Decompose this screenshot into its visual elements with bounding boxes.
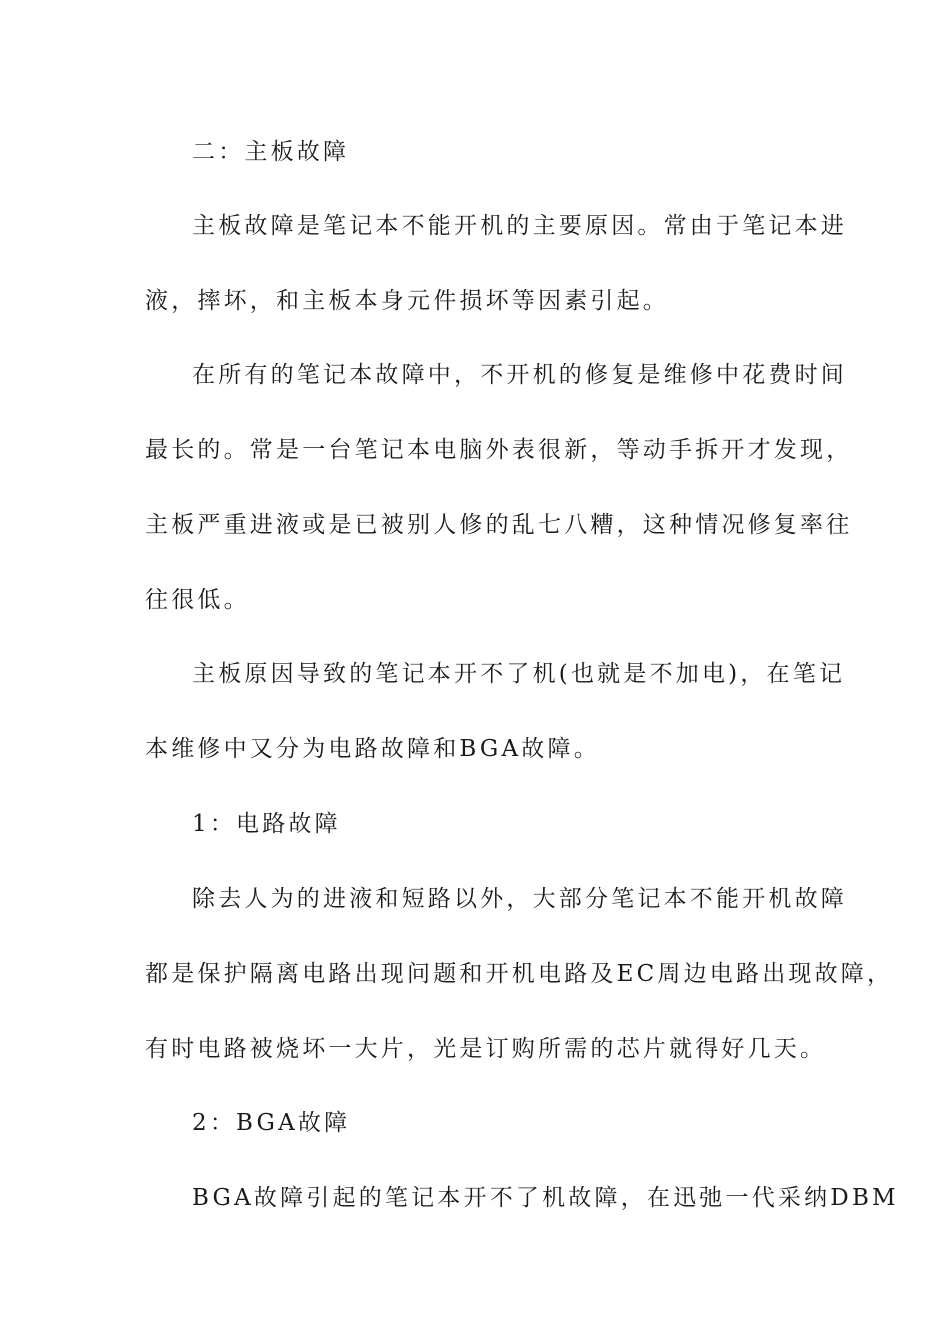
paragraph-line: 液，摔坏，和主板本身元件损坏等因素引起。 [145, 288, 669, 314]
paragraph-line: 除去人为的进液和短路以外，大部分笔记本不能开机故障 [192, 886, 847, 912]
paragraph-line: 在所有的笔记本故障中，不开机的修复是维修中花费时间 [192, 362, 847, 388]
section-heading-mainboard-fault: 二：主板故障 [192, 139, 350, 165]
subheading-bga-fault: 2：BGA故障 [192, 1110, 351, 1136]
paragraph-line: 主板原因导致的笔记本开不了机(也就是不加电)，在笔记 [192, 661, 846, 687]
paragraph-line: 主板严重进液或是已被别人修的乱七八糟，这种情况修复率往 [145, 512, 853, 538]
paragraph-line: 本维修中又分为电路故障和BGA故障。 [145, 736, 600, 762]
paragraph-line: 都是保护隔离电路出现问题和开机电路及EC周边电路出现故障， [145, 961, 894, 987]
paragraph-line: BGA故障引起的笔记本开不了机故障，在迅弛一代采纳DBM [192, 1185, 899, 1211]
paragraph-line: 最长的。常是一台笔记本电脑外表很新，等动手拆开才发现， [145, 437, 853, 463]
paragraph-line: 有时电路被烧坏一大片，光是订购所需的芯片就得好几天。 [145, 1036, 827, 1062]
subheading-circuit-fault: 1：电路故障 [192, 811, 341, 837]
paragraph-line: 主板故障是笔记本不能开机的主要原因。常由于笔记本进 [192, 213, 847, 239]
paragraph-line: 往很低。 [145, 587, 250, 613]
